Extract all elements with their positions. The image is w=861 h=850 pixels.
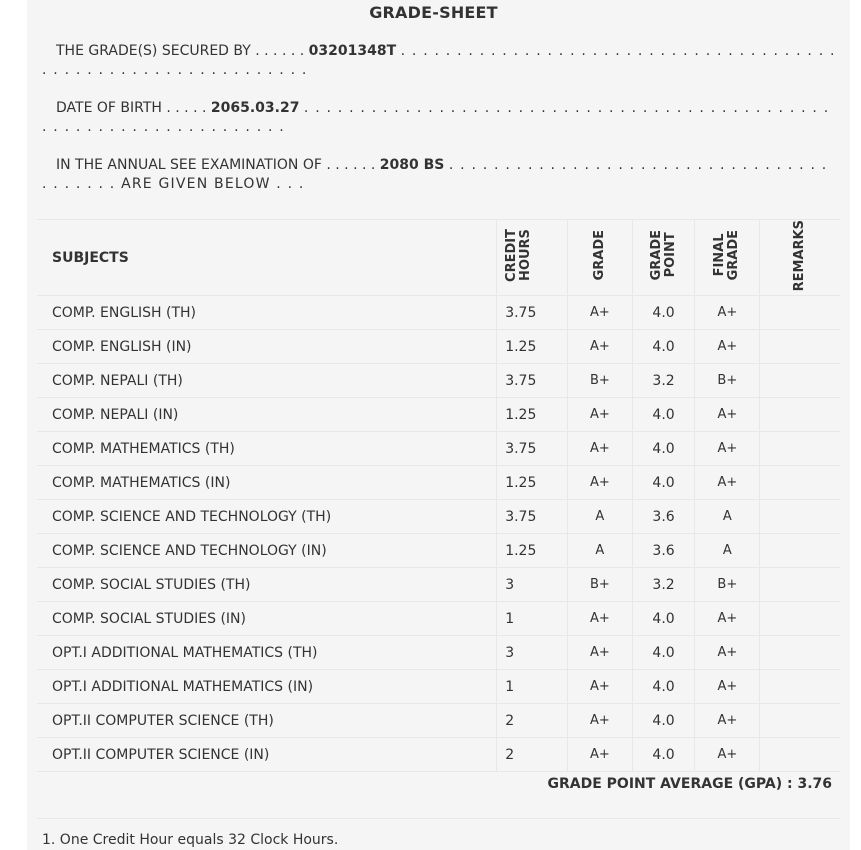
remarks-cell <box>760 330 840 364</box>
grade-point-cell: 4.0 <box>632 398 695 432</box>
gpa-label: GRADE POINT AVERAGE (GPA) : <box>547 776 793 792</box>
table-row <box>37 568 840 602</box>
remarks-cell <box>760 500 840 534</box>
remarks-cell <box>760 466 840 500</box>
table-row <box>37 330 840 364</box>
remarks-cell <box>760 364 840 398</box>
dob-value: 2065.03.27 <box>210 100 300 116</box>
grade-cell: B+ <box>568 364 633 398</box>
final-grade-cell: A+ <box>695 466 760 500</box>
table-row <box>37 534 840 568</box>
final-grade-cell: A+ <box>695 670 760 704</box>
grade-cell: B+ <box>568 568 633 602</box>
header-grade <box>568 220 633 296</box>
grade-cell: A+ <box>568 330 633 364</box>
grade-point-cell: 4.0 <box>632 636 695 670</box>
grade-point-cell: 4.0 <box>632 602 695 636</box>
subject-cell: COMP. SCIENCE AND TECHNOLOGY (IN) <box>37 534 497 568</box>
credit-hours-cell: 1.25 <box>497 466 568 500</box>
header-subjects: SUBJECTS <box>37 220 497 296</box>
final-grade-cell: A+ <box>695 330 760 364</box>
page-title: GRADE-SHEET <box>369 3 498 22</box>
credit-hours-cell: 2 <box>497 704 568 738</box>
subject-cell: COMP. MATHEMATICS (TH) <box>37 432 497 466</box>
credit-hours-cell: 3.75 <box>497 432 568 466</box>
credit-hours-cell: 3 <box>497 636 568 670</box>
grade-cell: A+ <box>568 636 633 670</box>
remarks-cell <box>760 704 840 738</box>
grade-point-cell: 4.0 <box>632 432 695 466</box>
exam-label: IN THE ANNUAL SEE EXAMINATION OF . . . . . . <box>56 157 376 173</box>
credit-hours-cell: 1 <box>497 670 568 704</box>
grade-point-cell: 4.0 <box>632 704 695 738</box>
table-row <box>37 466 840 500</box>
table-row <box>37 398 840 432</box>
header-remarks <box>760 220 840 296</box>
remarks-cell <box>760 670 840 704</box>
footnote: 1. One Credit Hour equals 32 Clock Hours. <box>42 832 339 848</box>
grade-point-cell: 4.0 <box>632 670 695 704</box>
final-grade-cell: B+ <box>695 568 760 602</box>
subject-cell: COMP. NEPALI (TH) <box>37 364 497 398</box>
remarks-cell <box>760 602 840 636</box>
credit-hours-cell: 2 <box>497 738 568 772</box>
header-credit-hours <box>497 220 568 296</box>
secured-by-line <box>42 42 837 80</box>
exam-year: 2080 BS <box>379 157 445 173</box>
final-grade-cell: A <box>695 534 760 568</box>
remarks-cell <box>760 534 840 568</box>
grades-table <box>37 219 840 772</box>
dob-label: DATE OF BIRTH . . . . . <box>56 100 207 116</box>
remarks-cell <box>760 432 840 466</box>
grade-cell: A+ <box>568 398 633 432</box>
grade-cell: A+ <box>568 602 633 636</box>
subject-cell: COMP. ENGLISH (TH) <box>37 296 497 330</box>
header-credit-hours-text: CREDIT HOURS <box>504 229 534 283</box>
table-row <box>37 432 840 466</box>
final-grade-cell: A+ <box>695 296 760 330</box>
table-header-row <box>37 220 840 296</box>
credit-hours-cell: 3.75 <box>497 364 568 398</box>
table-row <box>37 500 840 534</box>
symbol-number: 03201348T <box>308 43 397 59</box>
grade-cell: A+ <box>568 296 633 330</box>
table-row <box>37 704 840 738</box>
grade-cell: A <box>568 500 633 534</box>
final-grade-cell: A+ <box>695 602 760 636</box>
dob-dots: . . . . . . . . . . . . . . . . . . . . . . . . . . . . . . . . . . . . . . . . . . . . . . . . . . . . . . . . . . . . . . . . . . . . . <box>42 100 830 135</box>
grade-sheet <box>27 0 850 850</box>
final-grade-cell: A <box>695 500 760 534</box>
table-row <box>37 364 840 398</box>
header-grade-point <box>632 220 695 296</box>
credit-hours-cell: 1.25 <box>497 534 568 568</box>
grade-point-cell: 3.2 <box>632 568 695 602</box>
subject-cell: COMP. SOCIAL STUDIES (IN) <box>37 602 497 636</box>
final-grade-cell: A+ <box>695 398 760 432</box>
subject-cell: OPT.I ADDITIONAL MATHEMATICS (IN) <box>37 670 497 704</box>
grade-cell: A+ <box>568 704 633 738</box>
grade-cell: A <box>568 534 633 568</box>
credit-hours-cell: 1.25 <box>497 398 568 432</box>
subject-cell: COMP. NEPALI (IN) <box>37 398 497 432</box>
credit-hours-cell: 1.25 <box>497 330 568 364</box>
subject-cell: COMP. MATHEMATICS (IN) <box>37 466 497 500</box>
credit-hours-cell: 1 <box>497 602 568 636</box>
subject-cell: COMP. SCIENCE AND TECHNOLOGY (TH) <box>37 500 497 534</box>
table-row <box>37 296 840 330</box>
table-row <box>37 636 840 670</box>
final-grade-cell: B+ <box>695 364 760 398</box>
subject-cell: COMP. SOCIAL STUDIES (TH) <box>37 568 497 602</box>
credit-hours-cell: 3 <box>497 568 568 602</box>
subject-cell: OPT.I ADDITIONAL MATHEMATICS (TH) <box>37 636 497 670</box>
subject-cell: COMP. ENGLISH (IN) <box>37 330 497 364</box>
grade-point-cell: 4.0 <box>632 738 695 772</box>
header-remarks-text: REMARKS <box>792 220 808 292</box>
secured-by-dots: . . . . . . . . . . . . . . . . . . . . . . . . . . . . . . . . . . . . . . . . . . . . . . . . . . . . . . . . . . . . . . . <box>42 43 836 78</box>
credit-hours-cell: 3.75 <box>497 500 568 534</box>
grade-point-cell: 3.2 <box>632 364 695 398</box>
table-row <box>37 670 840 704</box>
dob-line <box>42 99 837 137</box>
final-grade-cell: A+ <box>695 636 760 670</box>
grade-point-cell: 4.0 <box>632 296 695 330</box>
remarks-cell <box>760 636 840 670</box>
grade-cell: A+ <box>568 466 633 500</box>
grade-point-cell: 4.0 <box>632 466 695 500</box>
header-final-grade-text: FINAL GRADE <box>712 230 742 281</box>
credit-hours-cell: 3.75 <box>497 296 568 330</box>
final-grade-cell: A+ <box>695 738 760 772</box>
remarks-cell <box>760 398 840 432</box>
header-grade-point-text: GRADE POINT <box>648 230 678 281</box>
subject-cell: OPT.II COMPUTER SCIENCE (TH) <box>37 704 497 738</box>
grade-point-cell: 3.6 <box>632 500 695 534</box>
grade-cell: A+ <box>568 670 633 704</box>
header-final-grade <box>695 220 760 296</box>
final-grade-cell: A+ <box>695 432 760 466</box>
table-row <box>37 738 840 772</box>
table-row <box>37 602 840 636</box>
exam-dots: . . . . . . . . . . . . . . . . . . . . . . . . . . . . . . . . . . . . . . . . . ARE GIVEN BELOW . . . <box>42 157 828 192</box>
grade-cell: A+ <box>568 432 633 466</box>
remarks-cell <box>760 296 840 330</box>
remarks-cell <box>760 568 840 602</box>
gpa-summary <box>548 776 833 792</box>
subject-cell: OPT.II COMPUTER SCIENCE (IN) <box>37 738 497 772</box>
remarks-cell <box>760 738 840 772</box>
header-grade-text: GRADE <box>591 230 607 281</box>
grade-point-cell: 3.6 <box>632 534 695 568</box>
grade-point-cell: 4.0 <box>632 330 695 364</box>
exam-line <box>42 156 837 194</box>
secured-by-label: THE GRADE(S) SECURED BY . . . . . . <box>56 43 305 59</box>
grade-cell: A+ <box>568 738 633 772</box>
gpa-value: 3.76 <box>797 776 832 792</box>
final-grade-cell: A+ <box>695 704 760 738</box>
divider <box>37 818 840 819</box>
